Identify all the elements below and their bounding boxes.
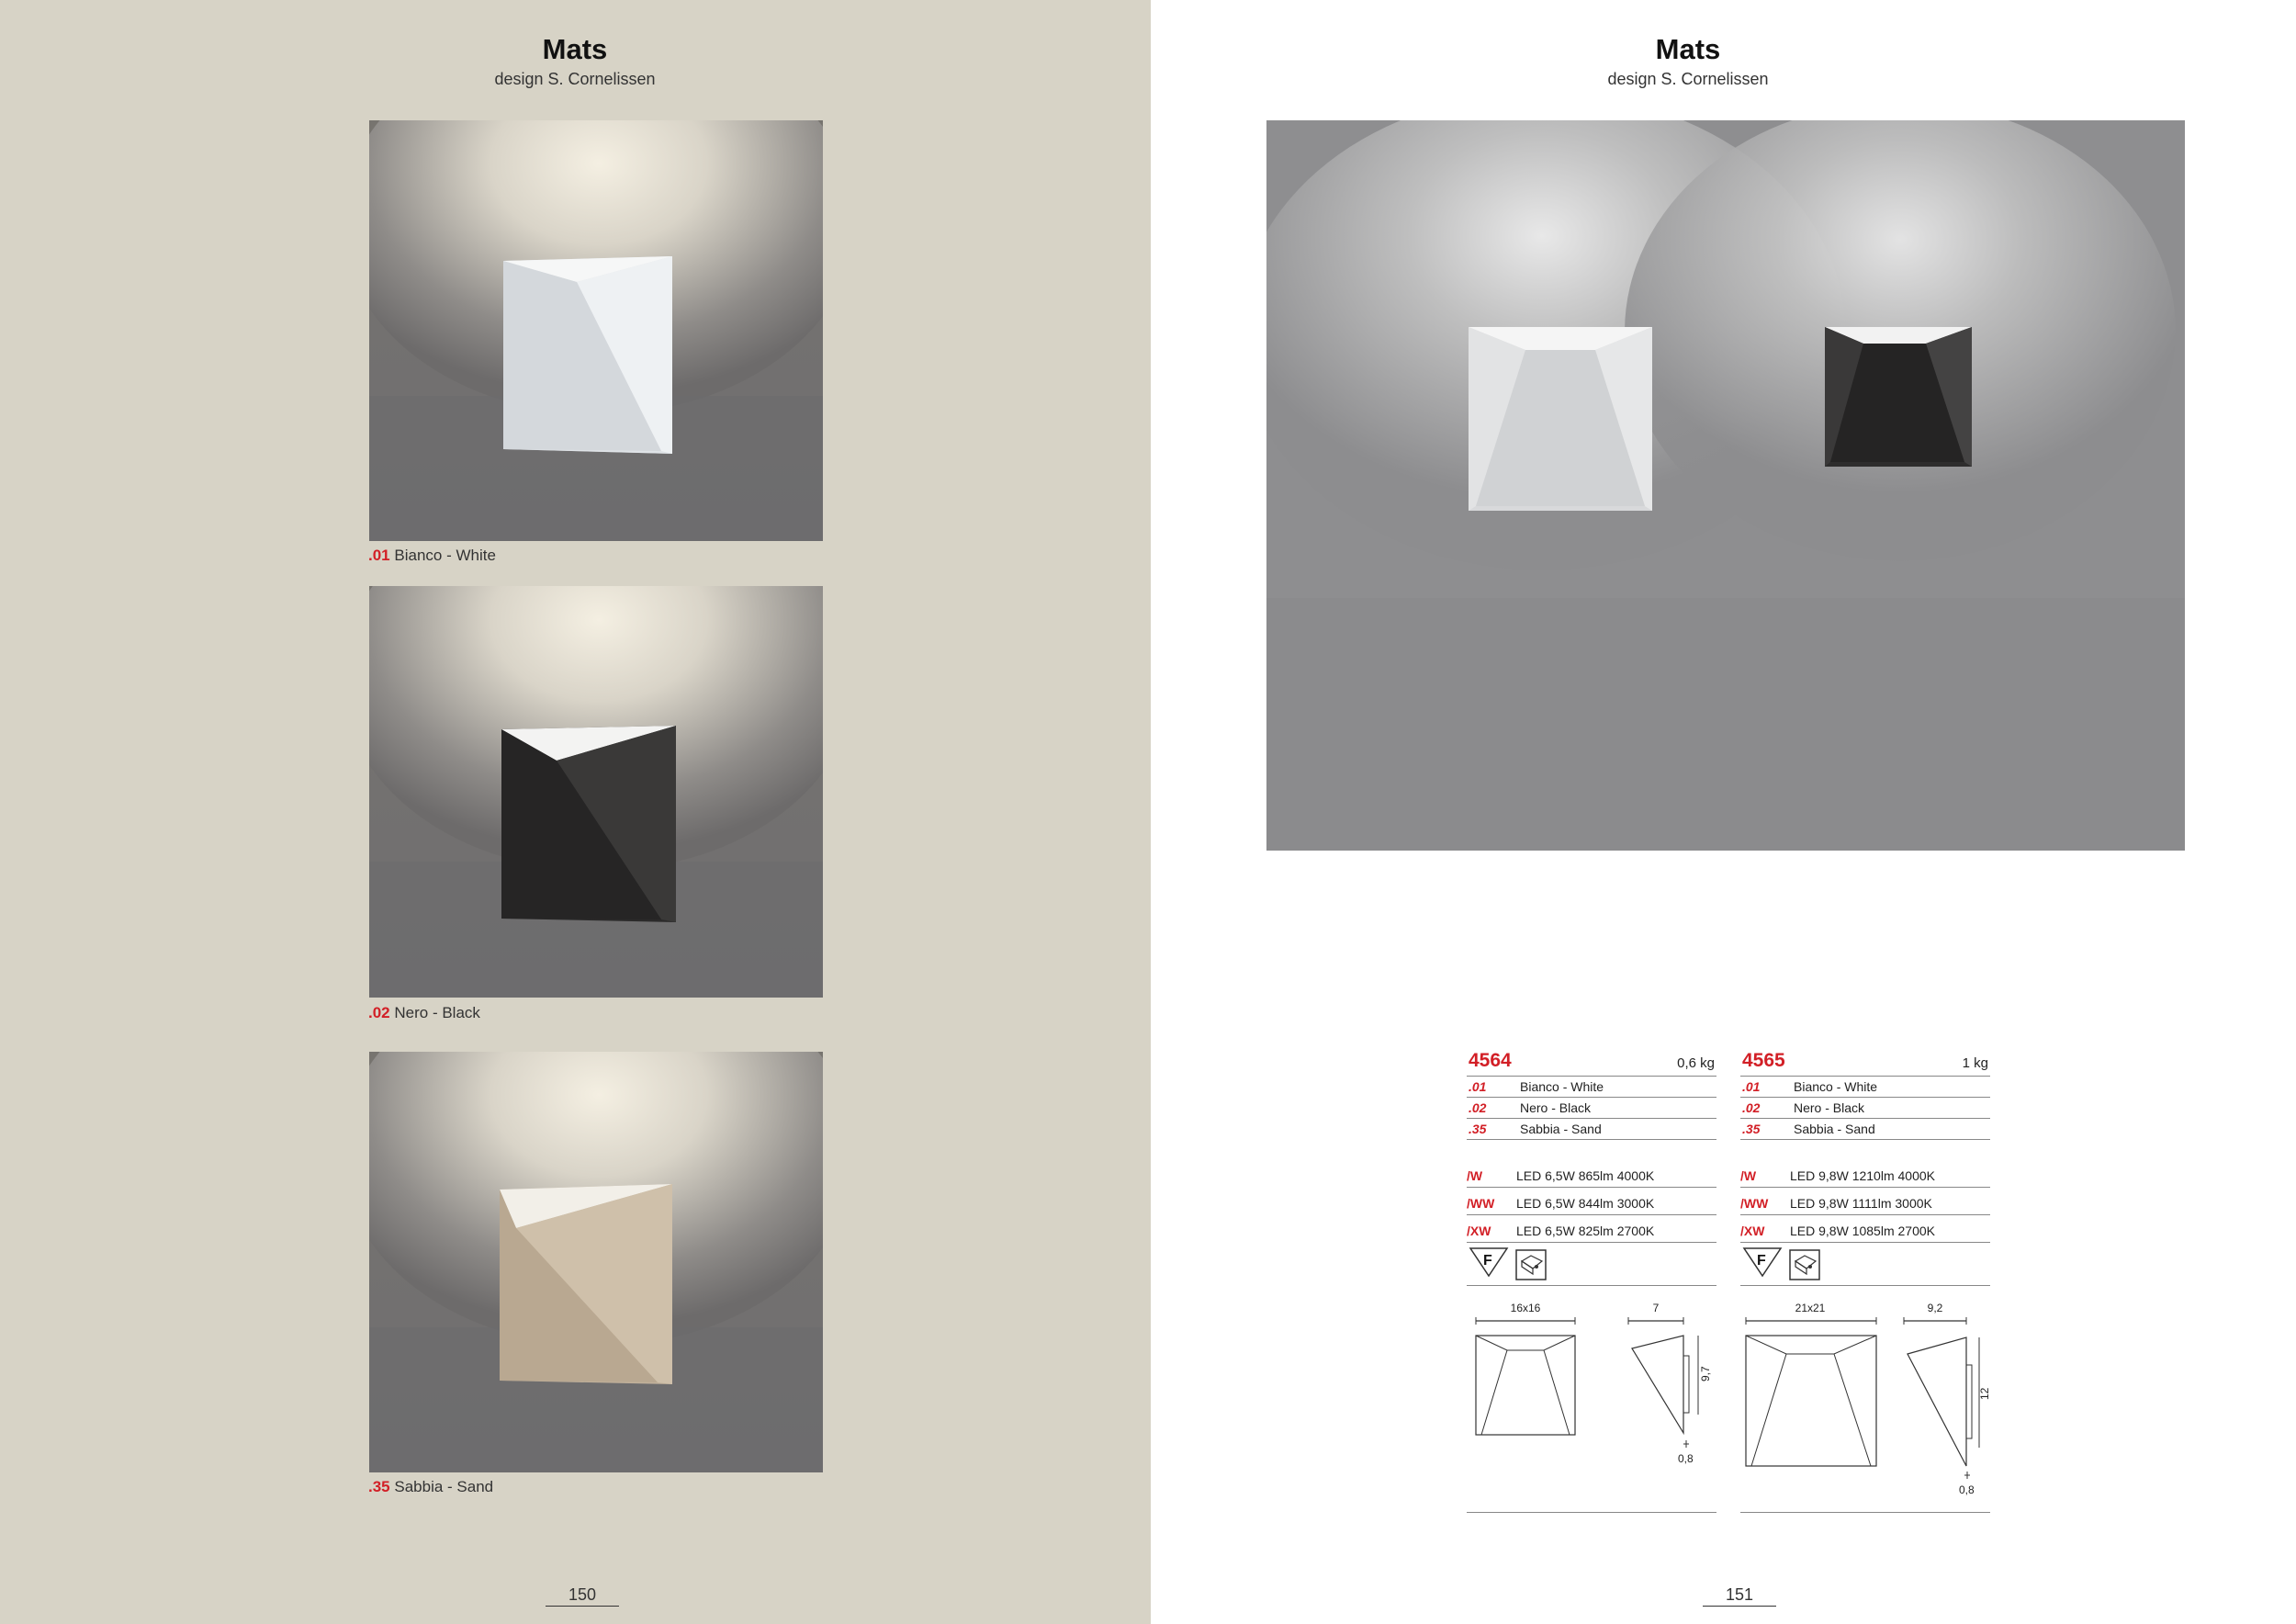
product-photo-black [369, 586, 823, 998]
light-label: LED 9,8W 1111lm 3000K [1790, 1196, 1932, 1211]
model-number: 4564 [1469, 1050, 1512, 1071]
right-page-subtitle: design S. Cornelissen [1607, 70, 1769, 88]
left-page-subtitle: design S. Cornelissen [494, 70, 656, 88]
finish-caption-01 [368, 547, 496, 565]
finish-label: Nero - Black [394, 1004, 480, 1021]
dim-height: 9,7 [1699, 1366, 1712, 1382]
product-photo-white [369, 120, 823, 541]
page-number-right: 151 [1703, 1585, 1776, 1607]
finish-label: Bianco - White [1520, 1079, 1604, 1094]
light-row [1740, 1188, 1990, 1215]
finish-code: .01 [1742, 1079, 1761, 1094]
weight: 1 kg [1962, 1055, 1988, 1071]
light-row [1740, 1160, 1990, 1188]
dim-thickness: 0,8 [1959, 1483, 1975, 1496]
product-photo-sand [369, 1052, 823, 1472]
light-code: /W [1740, 1168, 1757, 1183]
dim-thickness: 0,8 [1678, 1452, 1694, 1465]
light-row [1467, 1160, 1716, 1188]
spec-header [1467, 1050, 1716, 1077]
finish-label: Sabbia - Sand [1520, 1122, 1602, 1136]
finish-row [1467, 1119, 1716, 1140]
finish-row [1740, 1098, 1990, 1119]
finish-label: Sabbia - Sand [394, 1478, 494, 1495]
light-row [1467, 1215, 1716, 1243]
spec-table-4564 [1467, 1050, 1716, 1513]
finish-caption-35 [368, 1478, 493, 1496]
finish-label: Bianco - White [1794, 1079, 1878, 1094]
finish-label: Nero - Black [1520, 1100, 1592, 1115]
dim-depth: 7 [1652, 1302, 1660, 1314]
light-label: LED 6,5W 825lm 2700K [1516, 1224, 1655, 1238]
light-label: LED 6,5W 844lm 3000K [1516, 1196, 1655, 1211]
dimension-drawing-4565 [1740, 1286, 1990, 1513]
finish-code: .35 [368, 1478, 390, 1495]
light-code: /XW [1740, 1224, 1765, 1238]
spec-header [1740, 1050, 1990, 1077]
light-code: /WW [1740, 1196, 1769, 1211]
spec-icons [1467, 1243, 1716, 1286]
light-row [1740, 1215, 1990, 1243]
spec-icons [1740, 1243, 1990, 1286]
spec-table-4565 [1740, 1050, 1990, 1513]
dim-front: 21x21 [1795, 1302, 1826, 1314]
page-number-left: 150 [546, 1585, 619, 1607]
finish-code: .02 [1469, 1100, 1487, 1115]
class-f-energy-icon [1744, 1248, 1781, 1276]
finish-code: .02 [1742, 1100, 1761, 1115]
finish-label: Nero - Black [1794, 1100, 1865, 1115]
dim-height: 12 [1978, 1387, 1990, 1400]
light-code: /XW [1467, 1224, 1491, 1238]
light-label: LED 9,8W 1085lm 2700K [1790, 1224, 1935, 1238]
finish-row [1467, 1098, 1716, 1119]
finish-label: Bianco - White [394, 547, 496, 564]
svg-text:F: F [1757, 1253, 1766, 1269]
light-row [1467, 1188, 1716, 1215]
right-page-title: Mats [1655, 33, 1721, 65]
weight: 0,6 kg [1677, 1055, 1715, 1071]
wall-mount-icon [1516, 1250, 1546, 1280]
right-page [1151, 0, 2296, 1624]
finish-row [1740, 1119, 1990, 1140]
product-photo-pair [1266, 120, 2185, 851]
finish-code: .35 [1469, 1122, 1487, 1136]
light-code: /W [1467, 1168, 1483, 1183]
dimension-drawing-4564 [1467, 1286, 1716, 1513]
finish-code: .35 [1742, 1122, 1761, 1136]
finish-row [1740, 1077, 1990, 1098]
dim-front: 16x16 [1510, 1302, 1541, 1314]
left-page-title: Mats [542, 33, 608, 65]
light-label: LED 9,8W 1210lm 4000K [1790, 1168, 1935, 1183]
class-f-energy-icon [1470, 1248, 1507, 1276]
svg-text:F: F [1483, 1253, 1492, 1269]
finish-row [1467, 1077, 1716, 1098]
finish-caption-02 [368, 1004, 480, 1022]
finish-label: Sabbia - Sand [1794, 1122, 1875, 1136]
finish-code: .01 [368, 547, 390, 564]
finish-code: .02 [368, 1004, 390, 1021]
model-number: 4565 [1742, 1050, 1785, 1071]
dim-depth: 9,2 [1927, 1302, 1943, 1314]
finish-code: .01 [1469, 1079, 1487, 1094]
wall-mount-icon [1790, 1250, 1819, 1280]
light-label: LED 6,5W 865lm 4000K [1516, 1168, 1655, 1183]
light-code: /WW [1467, 1196, 1495, 1211]
